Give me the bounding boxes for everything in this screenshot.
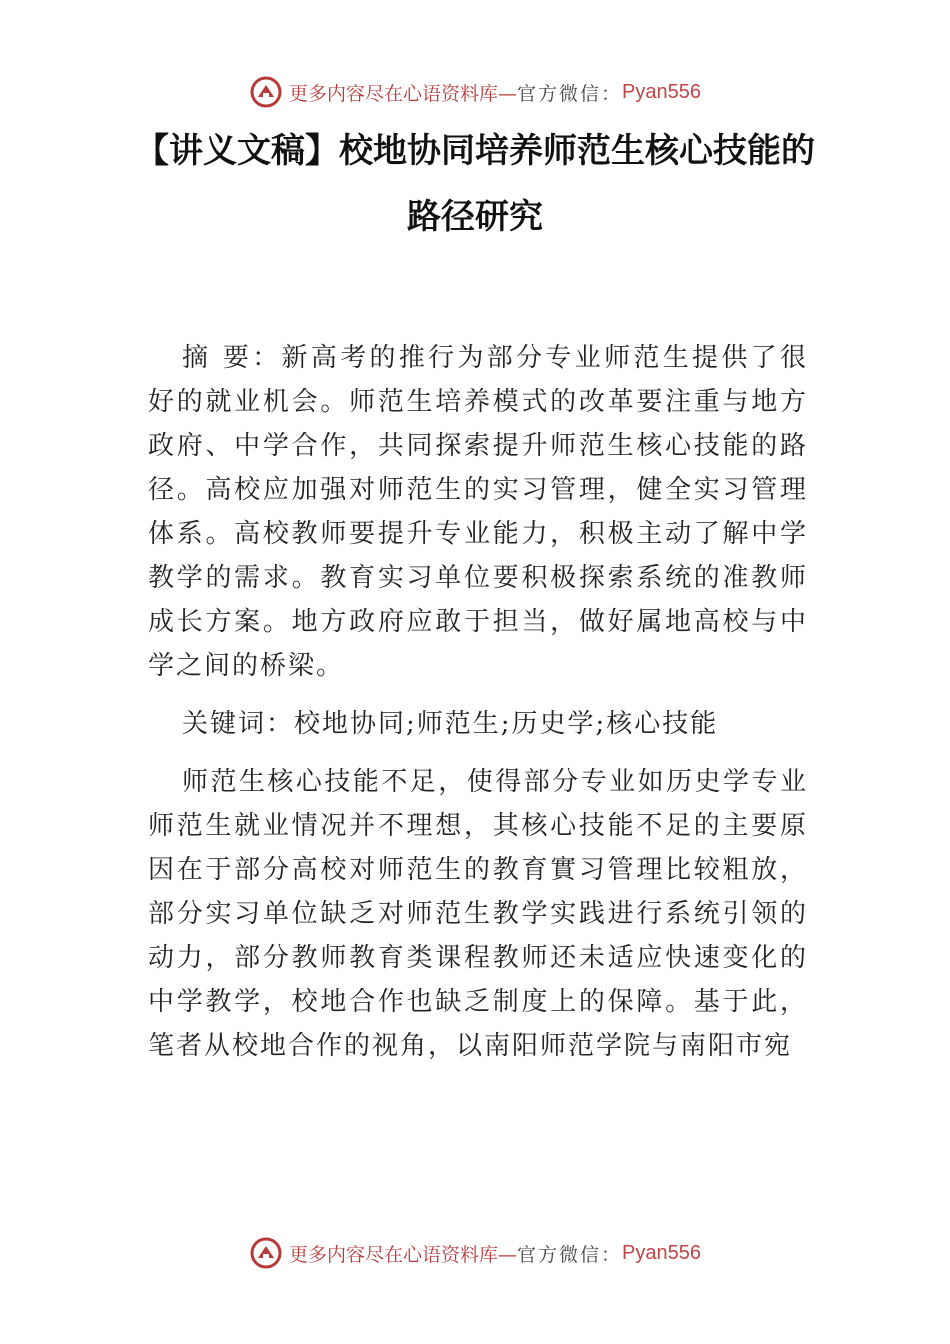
wechat-label: 官方微信： — [517, 1243, 623, 1266]
brand-logo-icon — [249, 1236, 283, 1270]
abstract-paragraph: 摘 要：新高考的推行为部分专业师范生提供了很好的就业机会。师范生培养模式的改革要注重与地方政府、中学合作，共同探索提升师范生核心技能的路径。高校应加强对师范生的实习管理，健全实习管理体系。高校教师要提升专业能力，积极主动了解中学教学的需求。教育实习单位要积极探索系统的准教师成长方案。地方政府应敢于担当，做好属地高校与中学之间的桥梁。 — [148, 343, 808, 681]
footer-banner — [0, 1233, 950, 1273]
header-banner — [0, 72, 950, 112]
body-paragraph: 师范生核心技能不足，使得部分专业如历史学专业师范生就业情况并不理想，其核心技能不足的主要原因在于部分高校对师范生的教育實习管理比较粗放，部分实习单位缺乏对师范生教学实践进行系统引领的动力，部分教师教育类课程教师还未适应快速变化的中学教学，校地合作也缺乏制度上的保障。基于此，笔者从校地合作的视角，以南阳师范学院与南阳市宛 — [148, 767, 808, 1061]
brand-logo-icon — [249, 75, 283, 109]
document-title — [100, 118, 850, 250]
banner-text: 更多内容尽在心语资料库— — [289, 1243, 518, 1266]
title-line-1: 【讲义文稿】校地协同培养师范生核心技能的 — [135, 131, 815, 171]
title-line-2: 路径研究 — [407, 197, 543, 237]
wechat-id: Pyan556 — [622, 80, 701, 103]
keywords-line: 关键词：校地协同;师范生;历史学;核心技能 — [182, 709, 719, 739]
banner-text: 更多内容尽在心语资料库— — [289, 82, 518, 105]
wechat-label: 官方微信： — [517, 82, 623, 105]
document-body — [148, 336, 808, 1068]
wechat-id: Pyan556 — [622, 1241, 701, 1264]
